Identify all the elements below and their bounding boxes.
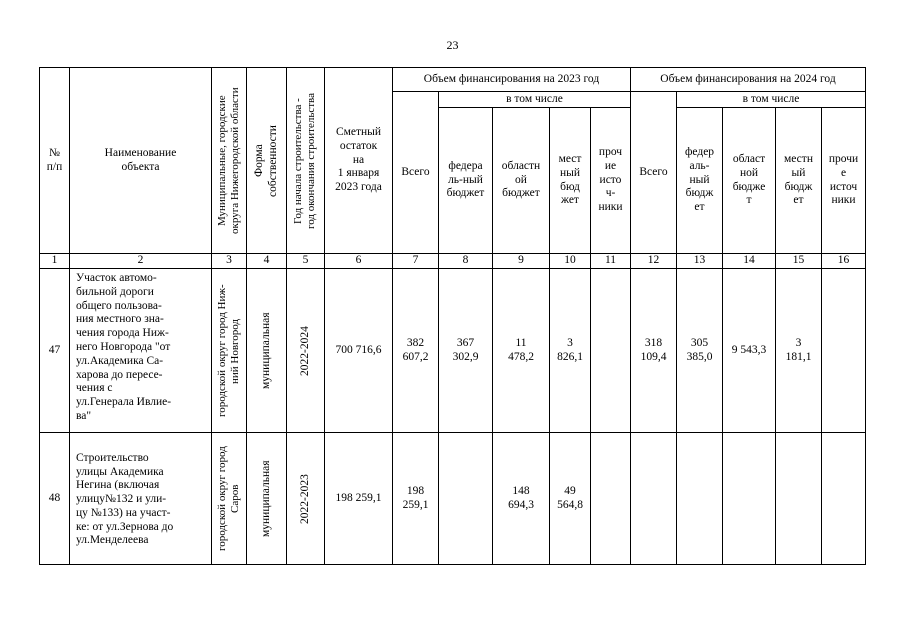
header-oth-2024: прочи е источ ники: [822, 108, 866, 254]
financing-table: [39, 67, 866, 565]
row-total-2024: 318 109,4: [631, 269, 677, 433]
header-fin-2024: Объем финансирования на 2024 год: [631, 68, 866, 92]
header-balance: Сметный остаток на 1 января 2023 года: [325, 68, 393, 254]
row-oth-2024: [822, 269, 866, 433]
col-number: 16: [822, 254, 866, 269]
header-num: № п/п: [40, 68, 70, 254]
row-reg-2024: [723, 433, 776, 565]
row-loc-2023: 49 564,8: [550, 433, 591, 565]
header-reg-2024: област ной бюдже т: [723, 108, 776, 254]
header-loc-2024: местн ый бюдж ет: [776, 108, 822, 254]
row-oth-2024: [822, 433, 866, 565]
col-number: 11: [591, 254, 631, 269]
col-number: 13: [677, 254, 723, 269]
row-total-2023: 382 607,2: [393, 269, 439, 433]
header-fed-2024: федер аль- ный бюдж ет: [677, 108, 723, 254]
row-loc-2024: 3 181,1: [776, 269, 822, 433]
row-num: 48: [40, 433, 70, 565]
row-years: 2022-2023: [287, 433, 325, 565]
row-balance: 198 259,1: [325, 433, 393, 565]
row-object-name: Строительство улицы Академика Негина (включая улицу№132 и ули- цу №133) на участ- ке: от ул.Зернова до ул.Менделеева: [70, 433, 212, 565]
row-oth-2023: [591, 269, 631, 433]
row-fed-2024: 305 385,0: [677, 269, 723, 433]
row-total-2024: [631, 433, 677, 565]
col-number: 15: [776, 254, 822, 269]
row-reg-2023: 148 694,3: [493, 433, 550, 565]
row-loc-2023: 3 826,1: [550, 269, 591, 433]
header-years: Год начала строительства - год окончания строительства: [287, 68, 325, 254]
header-municipality: Муниципальные, городские округа Нижегородской области: [212, 68, 247, 254]
col-number: 2: [70, 254, 212, 269]
row-ownership: муниципальная: [247, 433, 287, 565]
col-number: 7: [393, 254, 439, 269]
col-number: 10: [550, 254, 591, 269]
col-number: 12: [631, 254, 677, 269]
header-total-2023: Всего: [393, 92, 439, 254]
table-row: [40, 433, 866, 565]
col-number: 4: [247, 254, 287, 269]
header-incl-2024: в том числе: [677, 92, 866, 108]
col-number: 1: [40, 254, 70, 269]
column-number-row: [40, 254, 866, 269]
header-loc-2023: мест ный бюд жет: [550, 108, 591, 254]
row-loc-2024: [776, 433, 822, 565]
header-incl-2023: в том числе: [439, 92, 631, 108]
row-reg-2023: 11 478,2: [493, 269, 550, 433]
col-number: 8: [439, 254, 493, 269]
page-number: 23: [446, 38, 459, 52]
col-number: 3: [212, 254, 247, 269]
col-number: 9: [493, 254, 550, 269]
table-row: [40, 269, 866, 433]
col-number: 6: [325, 254, 393, 269]
row-fed-2023: 367 302,9: [439, 269, 493, 433]
row-fed-2024: [677, 433, 723, 565]
row-reg-2024: 9 543,3: [723, 269, 776, 433]
col-number: 5: [287, 254, 325, 269]
header-fin-2023: Объем финансирования на 2023 год: [393, 68, 631, 92]
row-fed-2023: [439, 433, 493, 565]
row-ownership: муниципальная: [247, 269, 287, 433]
row-num: 47: [40, 269, 70, 433]
header-reg-2023: областн ой бюджет: [493, 108, 550, 254]
row-total-2023: 198 259,1: [393, 433, 439, 565]
header-ownership: Форма собственности: [247, 68, 287, 254]
header-oth-2023: проч ие исто ч- ники: [591, 108, 631, 254]
header-total-2024: Всего: [631, 92, 677, 254]
row-oth-2023: [591, 433, 631, 565]
header-fed-2023: федера ль-ный бюджет: [439, 108, 493, 254]
row-years: 2022-2024: [287, 269, 325, 433]
row-object-name: Участок автомо- бильной дороги общего пользова- ния местного зна- чения города Ниж- него Новгорода "от ул.Академика Са- харова до пересе- чения с ул.Генерала Ивлие- ва": [70, 269, 212, 433]
row-balance: 700 716,6: [325, 269, 393, 433]
header-name: Наименование объекта: [70, 68, 212, 254]
row-municipality: городской округ город Саров: [212, 433, 247, 565]
col-number: 14: [723, 254, 776, 269]
row-municipality: городской округ город Ниж- ний Новгород: [212, 269, 247, 433]
